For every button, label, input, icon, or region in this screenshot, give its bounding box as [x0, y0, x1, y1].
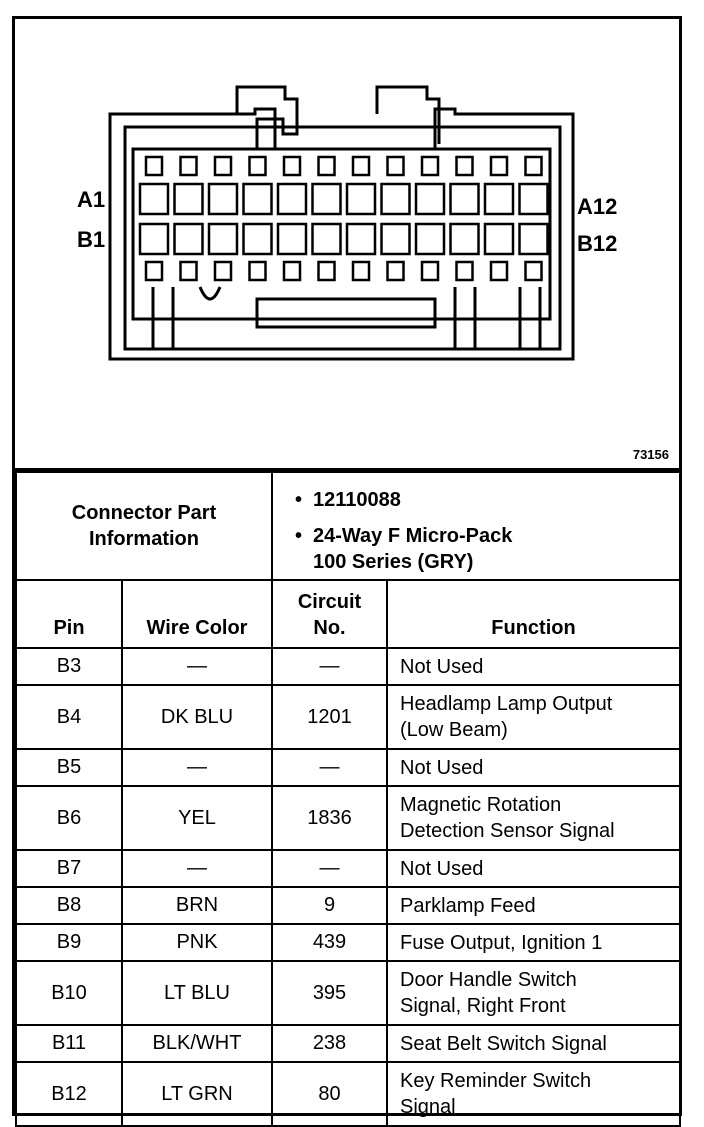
- function-line: Door Handle Switch: [400, 969, 577, 991]
- function-line: Signal: [400, 1096, 456, 1118]
- pin-latch: [319, 262, 335, 280]
- pin-latch: [146, 262, 162, 280]
- pin-cell: B4: [16, 685, 122, 749]
- pin-cell: B8: [16, 887, 122, 924]
- wire-color-cell: —: [122, 749, 272, 786]
- pin-cavity: [485, 224, 513, 254]
- pin-cell: B7: [16, 850, 122, 887]
- table-row: [16, 887, 680, 924]
- pin-cavity: [140, 184, 168, 214]
- pin-cavity: [347, 184, 375, 214]
- pin-cavity: [347, 224, 375, 254]
- pin-latch: [284, 157, 300, 175]
- pin-cell: B10: [16, 961, 122, 1025]
- function-cell: [387, 1062, 680, 1126]
- pin-latch: [146, 157, 162, 175]
- function-line: Magnetic Rotation: [400, 794, 562, 816]
- wire-color-cell: —: [122, 648, 272, 685]
- function-cell: [387, 924, 680, 961]
- pin-latch: [319, 157, 335, 175]
- circuit-cell: 1836: [272, 786, 387, 850]
- pin-latch: [181, 157, 197, 175]
- function-line: Key Reminder Switch: [400, 1070, 592, 1092]
- circuit-cell: —: [272, 648, 387, 685]
- pin-cavity: [382, 184, 410, 214]
- pin-latch: [388, 157, 404, 175]
- pin-latch: [491, 262, 507, 280]
- pin-cavity: [209, 224, 237, 254]
- function-line: Seat Belt Switch Signal: [400, 1032, 607, 1055]
- function-cell: [387, 961, 680, 1025]
- circuit-cell: 9: [272, 887, 387, 924]
- circuit-cell: 1201: [272, 685, 387, 749]
- pin-latch: [353, 157, 369, 175]
- wire-color-cell: BRN: [122, 887, 272, 924]
- row-label-a12: A12: [577, 194, 618, 219]
- figure-number: 73156: [632, 447, 669, 462]
- wire-color-cell: LT GRN: [122, 1062, 272, 1126]
- pin-cell: B5: [16, 749, 122, 786]
- wire-color-cell: —: [122, 850, 272, 887]
- table-row: [16, 685, 680, 749]
- wire-color-cell: BLK/WHT: [122, 1025, 272, 1062]
- pin-cell: B11: [16, 1025, 122, 1062]
- function-line: (Low Beam): [400, 719, 508, 741]
- pin-latch: [215, 157, 231, 175]
- pin-cavity: [485, 184, 513, 214]
- pin-cell: B12: [16, 1062, 122, 1126]
- function-cell: [387, 1025, 680, 1062]
- table-row: [16, 961, 680, 1025]
- pin-cavity: [313, 224, 341, 254]
- table-row: [16, 749, 680, 786]
- wire-color-cell: PNK: [122, 924, 272, 961]
- pin-cavity: [175, 224, 203, 254]
- circuit-cell: 439: [272, 924, 387, 961]
- col-header-pin: Pin: [16, 580, 122, 648]
- pin-cell: B9: [16, 924, 122, 961]
- connector-description: 24-Way F Micro-Pack: [313, 525, 513, 547]
- pin-latch: [284, 262, 300, 280]
- function-cell: [387, 850, 680, 887]
- pin-cavity: [140, 224, 168, 254]
- connector-info-row: [16, 472, 680, 580]
- function-line: Detection Sensor Signal: [400, 820, 615, 842]
- row-label-b1: B1: [77, 227, 106, 252]
- function-line: Not Used: [400, 655, 484, 678]
- table-row: [16, 924, 680, 961]
- pin-latch: [526, 157, 542, 175]
- circuit-cell: 80: [272, 1062, 387, 1126]
- pin-cavity: [209, 184, 237, 214]
- pin-latch: [250, 157, 266, 175]
- table-row: [16, 648, 680, 685]
- function-line: Signal, Right Front: [400, 995, 566, 1017]
- pin-latch: [250, 262, 266, 280]
- pin-latch: [526, 262, 542, 280]
- pin-cavity: [520, 184, 548, 214]
- table-row: [16, 1062, 680, 1126]
- pin-latch: [181, 262, 197, 280]
- pin-cavity: [278, 224, 306, 254]
- pin-cavity: [278, 184, 306, 214]
- row-label-a1: A1: [77, 187, 106, 212]
- function-line: Fuse Output, Ignition 1: [400, 931, 603, 954]
- function-line: Not Used: [400, 857, 484, 880]
- table-row: [16, 850, 680, 887]
- function-line: Headlamp Lamp Output: [400, 693, 613, 715]
- pin-latch: [215, 262, 231, 280]
- col-header-function: Function: [387, 580, 680, 648]
- pin-cell: B3: [16, 648, 122, 685]
- function-cell: [387, 749, 680, 786]
- pin-cavity: [416, 224, 444, 254]
- pin-cavity: [175, 184, 203, 214]
- pin-cavity: [313, 184, 341, 214]
- pin-latch: [457, 262, 473, 280]
- row-label-b12: B12: [577, 231, 618, 256]
- pin-latch: [353, 262, 369, 280]
- pin-cavity: [244, 224, 272, 254]
- circuit-cell: —: [272, 749, 387, 786]
- function-cell: [387, 685, 680, 749]
- connector-figure: [15, 19, 679, 471]
- pin-cavity: [451, 184, 479, 214]
- header-row: [16, 580, 680, 648]
- function-line: Parklamp Feed: [400, 894, 536, 917]
- col-header-wire-color: Wire Color: [122, 580, 272, 648]
- pin-latch: [388, 262, 404, 280]
- wire-color-cell: DK BLU: [122, 685, 272, 749]
- function-cell: [387, 648, 680, 685]
- pin-cavity: [382, 224, 410, 254]
- function-line: Not Used: [400, 756, 484, 779]
- table-row: [16, 1025, 680, 1062]
- circuit-cell: 238: [272, 1025, 387, 1062]
- pinout-table: [15, 471, 681, 1127]
- circuit-cell: 395: [272, 961, 387, 1025]
- wire-color-cell: YEL: [122, 786, 272, 850]
- pin-cavity: [416, 184, 444, 214]
- table-row: [16, 786, 680, 850]
- col-header-circuit: Circuit No.: [272, 580, 387, 648]
- pin-cavity: [520, 224, 548, 254]
- pin-latch: [457, 157, 473, 175]
- pin-latch: [422, 157, 438, 175]
- part-number: 12110088: [313, 489, 401, 511]
- pin-cavity: [244, 184, 272, 214]
- wire-color-cell: LT BLU: [122, 961, 272, 1025]
- pin-latch: [422, 262, 438, 280]
- pin-cavity: [451, 224, 479, 254]
- connector-info-values: • 12110088 • 24-Way F Micro-Pack 100 Series (GRY): [272, 472, 680, 580]
- function-cell: [387, 887, 680, 924]
- pin-latch: [491, 157, 507, 175]
- pin-cell: B6: [16, 786, 122, 850]
- connector-sheet: [12, 16, 682, 1116]
- circuit-cell: —: [272, 850, 387, 887]
- connector-info-heading: Connector Part Information: [16, 472, 272, 580]
- function-cell: [387, 786, 680, 850]
